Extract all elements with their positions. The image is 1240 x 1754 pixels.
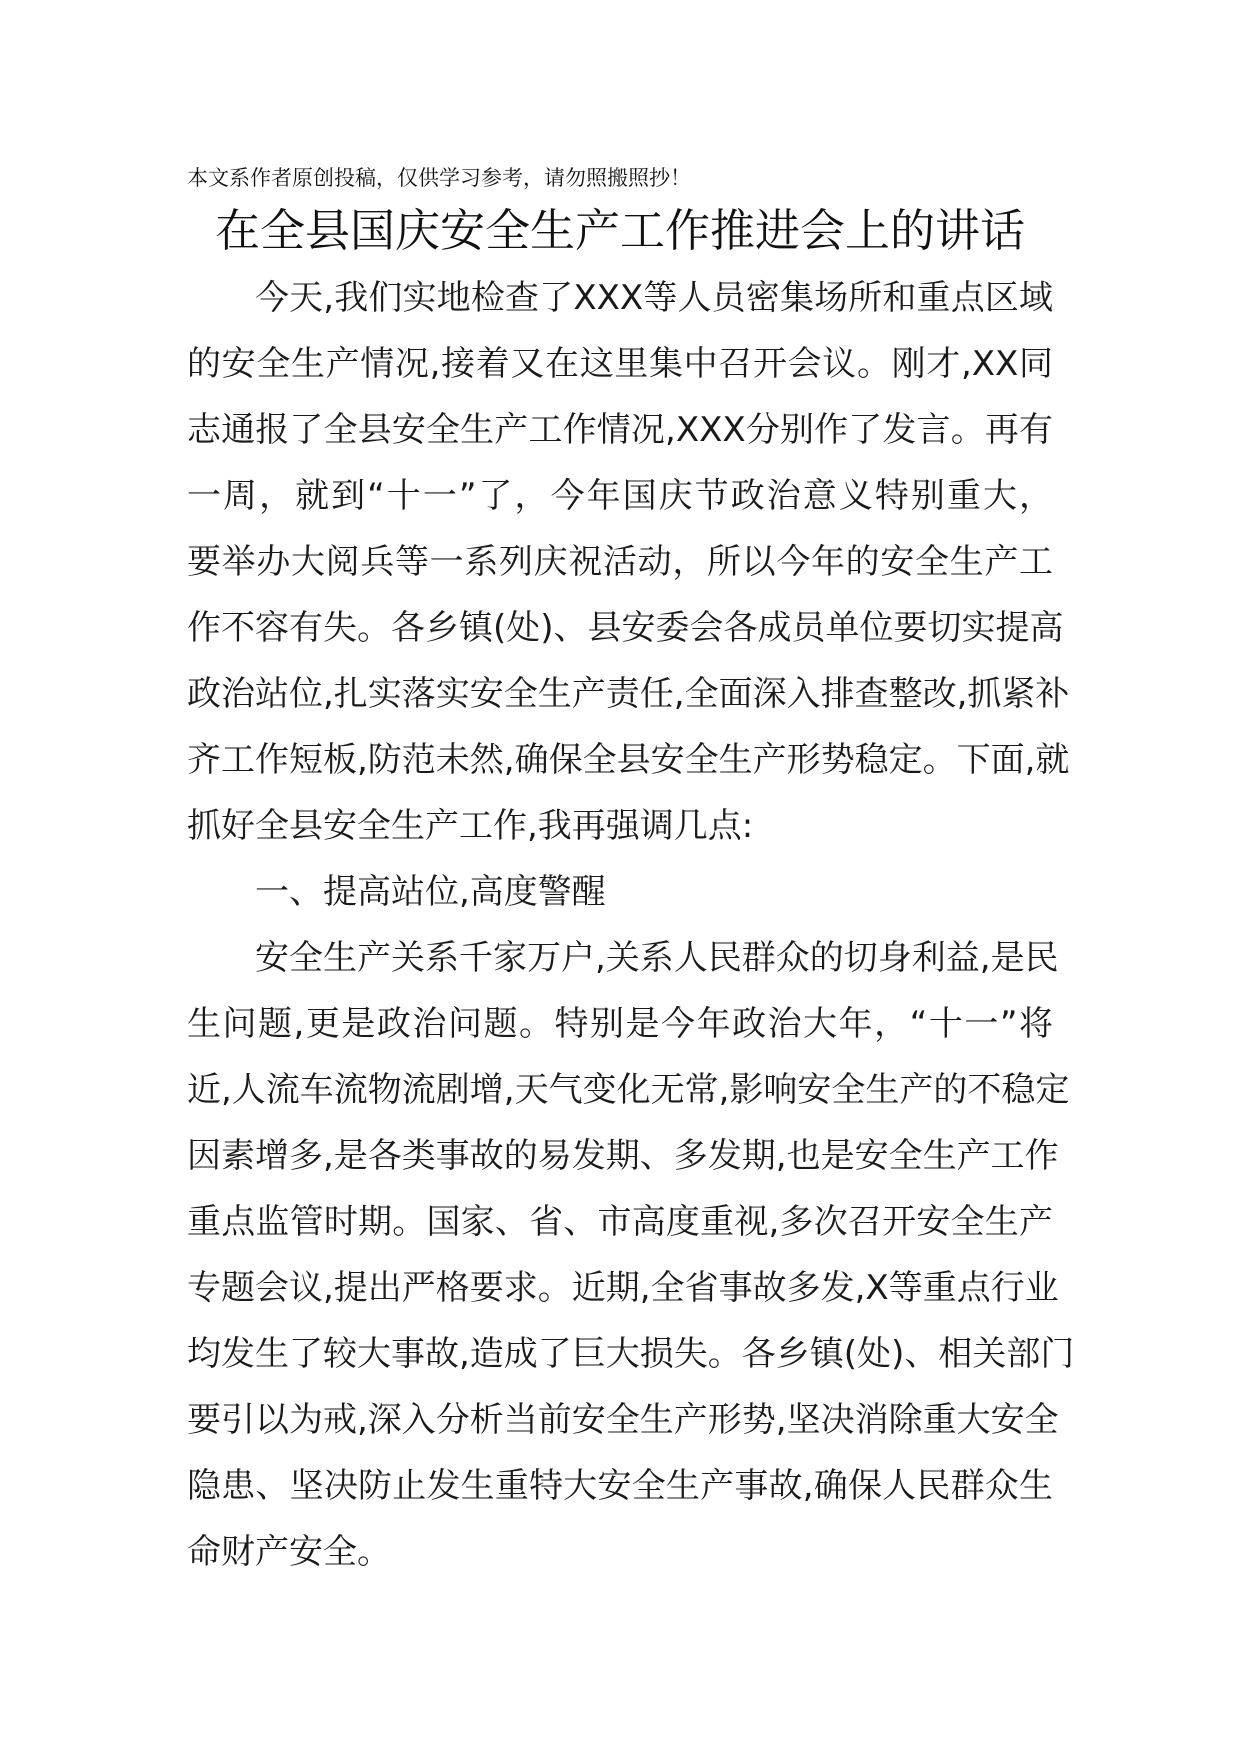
paragraph-1-line: 政治站位,扎实落实安全生产责任,全面深入排查整改,抓紧补 [187, 674, 1070, 714]
paragraph-2-line: 专题会议,提出严格要求。近期,全省事故多发,X等重点行业 [187, 1268, 1059, 1308]
paragraph-1-line: 齐工作短板,防范未然,确保全县安全生产形势稳定。下面,就 [187, 740, 1070, 780]
paragraph-2-line: 安全生产关系千家万户,关系人民群众的切身利益,是民 [255, 938, 1059, 978]
paragraph-2-line: 隐患、坚决防止发生重特大安全生产事故,确保人民群众生 [187, 1466, 1053, 1506]
paragraph-1-line: 今天,我们实地检查了XXX等人员密集场所和重点区域 [255, 278, 1053, 318]
paragraph-1-line: 志通报了全县安全生产工作情况,XXX分别作了发言。再有 [187, 410, 1053, 450]
paragraph-2-line: 近,人流车流物流剧增,天气变化无常,影响安全生产的不稳定 [187, 1070, 1070, 1110]
paragraph-1-line: 一周，就到“十一”了，今年国庆节政治意义特别重大， [187, 476, 1053, 516]
paragraph-2-line: 均发生了较大事故,造成了巨大损失。各乡镇(处)、相关部门 [187, 1334, 1075, 1374]
paragraph-1-line: 抓好全县安全生产工作,我再强调几点: [187, 806, 754, 846]
section-heading: 一、提高站位,高度警醒 [255, 872, 606, 912]
document-body [187, 265, 1075, 1585]
document-title: 在全县国庆安全生产工作推进会上的讲话 [214, 204, 1025, 257]
paragraph-2-line: 生问题,更是政治问题。特别是今年政治大年，“十一”将 [187, 1004, 1053, 1044]
paragraph-1-line: 作不容有失。各乡镇(处)、县安委会各成员单位要切实提高 [187, 608, 1064, 648]
paragraph-2-line: 命财产安全。 [187, 1532, 391, 1572]
paragraph-2-line: 因素增多,是各类事故的易发期、多发期,也是安全生产工作 [187, 1136, 1059, 1176]
paragraph-2-line: 要引以为戒,深入分析当前安全生产形势,坚决消除重大安全 [187, 1400, 1059, 1440]
copyright-notice: 本文系作者原创投稿，仅供学习参考，请勿照搬照抄！ [187, 166, 691, 190]
paragraph-1-line: 的安全生产情况,接着又在这里集中召开会议。刚才,XX同 [187, 344, 1053, 384]
paragraph-1-line: 要举办大阅兵等一系列庆祝活动，所以今年的安全生产工 [187, 542, 1053, 582]
paragraph-2-line: 重点监管时期。国家、省、市高度重视,多次召开安全生产 [187, 1202, 1053, 1242]
